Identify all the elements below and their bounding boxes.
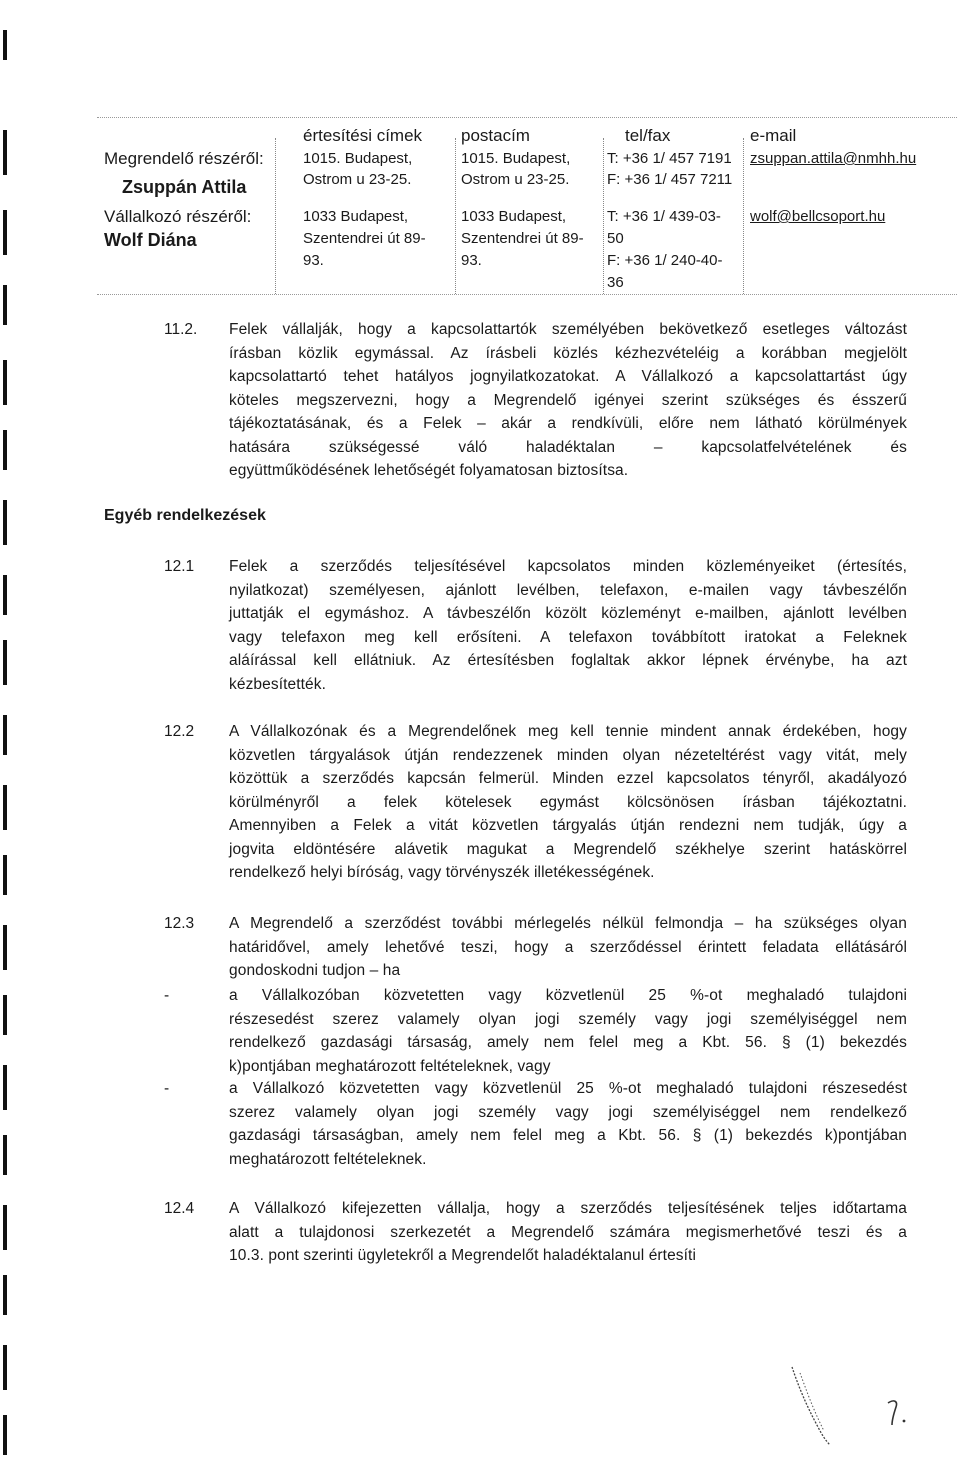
text-line: kézbesítették. xyxy=(229,675,327,693)
client-notify-line2: Ostrom u 23-25. xyxy=(303,171,412,188)
client-postal-line1: 1015. Budapest, xyxy=(461,150,571,167)
contractor-postal-line3: 93. xyxy=(461,252,482,269)
contractor-name: Wolf Diána xyxy=(104,230,197,250)
text-line: alatt a tulajdonosi szerkezetét a Megrendelő számára megismerhetővé teszi és a xyxy=(229,1223,907,1241)
text-line: körülményről a felek kötelesek egymást kölcsönösen írásban tájékoztatni. xyxy=(229,793,907,811)
client-postal-line2: Ostrom u 23-25. xyxy=(461,171,570,188)
text-line: gazdasági társaságban, amely nem felel meg a Kbt. 56. § (1) bekezdés k)pontjában xyxy=(229,1127,907,1144)
text-line: A Vállalkozó kifejezetten vállalja, hogy a szerződés teljesítésének teljes időtartama xyxy=(229,1200,907,1217)
section-11-2-text xyxy=(229,318,907,483)
section-number-12-2: 12.2 xyxy=(164,723,195,740)
text-line: juttatják el egymáshoz. A távbeszélőn közölt közleményt e-mailben, ajánlott levélben xyxy=(229,605,907,622)
text-line: közvetlen tárgyalások útján rendezzenek minden olyan nézeteltérést vagy vitát, mely xyxy=(229,746,907,764)
section-number-12-4: 12.4 xyxy=(164,1200,195,1217)
contractor-label: Vállalkozó részéről: xyxy=(104,207,252,226)
text-line: közöttük a szerződés kapcsán felmerül. Minden ezzel kapcsolatos tényről, akadályozó xyxy=(229,770,907,787)
section-heading: Egyéb rendelkezések xyxy=(104,507,266,524)
client-label: Megrendelő részéről: xyxy=(104,149,264,168)
client-notify-line1: 1015. Budapest, xyxy=(303,150,413,167)
bullet-marker: - xyxy=(164,987,170,1004)
text-line: határidővel, amely lehetővé teszi, hogy a szerződéssel érintett feladata ellátásáról xyxy=(229,938,907,956)
section-12-2-text xyxy=(229,720,907,885)
text-line: hatására szükségessé váló haladéktalan – kapcsolatfelvételének és xyxy=(229,438,907,456)
header-notify: értesítési címek xyxy=(303,126,423,145)
contractor-tel-line1: T: +36 1/ 439-03- xyxy=(607,208,721,225)
contractor-notify-line1: 1033 Budapest, xyxy=(303,208,409,225)
text-line: Felek a szerződés teljesítésével kapcsolatos minden közleményeiket (értesítés, xyxy=(229,558,907,575)
contractor-postal-line1: 1033 Budapest, xyxy=(461,208,567,225)
text-line: aláírással kell ellátniuk. Az értesítésben foglaltak akkor lépnek érvénybe, ha azt xyxy=(229,652,907,669)
text-line: rendelkező helyi bíróság, vagy törvényszék illetékességének. xyxy=(229,864,655,881)
text-line: jogvita eldöntésére alávetik magukat a Megrendelő székhelye szerint hatáskörrel xyxy=(229,840,907,858)
text-line: A Megrendelő a szerződést további mérlegelés nélkül felmondja – ha szükséges olyan xyxy=(229,915,907,932)
binding-marks xyxy=(0,0,14,1473)
contractor-email-link[interactable]: wolf@bellcsoport.hu xyxy=(750,208,886,225)
text-line: szerez valamely olyan jogi személy vagy jogi személyiséggel nem rendelkező xyxy=(229,1103,907,1121)
client-email-link[interactable]: zsuppan.attila@nmhh.hu xyxy=(750,150,917,167)
section-12-3-text xyxy=(229,912,907,983)
text-line: Amennyiben a Felek a vitát közvetlen tárgyalás útján rendezni nem tudják, úgy a xyxy=(229,817,907,834)
contractor-fax-line2: 36 xyxy=(607,274,624,291)
text-line: meghatározott feltételeknek. xyxy=(229,1150,427,1168)
contractor-tel-line2: 50 xyxy=(607,230,624,247)
client-tel: T: +36 1/ 457 7191 xyxy=(607,150,732,167)
section-number-12-3: 12.3 xyxy=(164,915,195,932)
client-fax: F: +36 1/ 457 7211 xyxy=(607,171,733,188)
text-line: részesedést szerez valamely olyan jogi személy vagy jogi személyiséggel nem xyxy=(229,1010,907,1028)
text-line: A Vállalkozónak és a Megrendelőnek meg kell tennie mindent annak érdekében, hogy xyxy=(229,723,907,740)
text-line: köteles megszervezni, hogy a Megrendelő igényei szerint szükséges és ésszerű xyxy=(229,391,907,409)
text-line: Felek vállalják, hogy a kapcsolattartók személyében bekövetkező esetleges változást xyxy=(229,321,907,338)
header-telfax: tel/fax xyxy=(625,126,671,145)
text-line: gondoskodni tudjon – ha xyxy=(229,962,401,979)
text-line: nyilatkozat) személyesen, ajánlott levélben, telefaxon, e-mailen vagy távbeszélőn xyxy=(229,581,907,599)
client-name: Zsuppán Attila xyxy=(122,177,247,197)
text-line: k)pontjában meghatározott feltételeknek, vagy xyxy=(229,1057,551,1075)
header-postal: postacím xyxy=(461,126,530,145)
text-line: írásban közlik egymással. Az írásbeli közlés kézhezvételéig a korábban megjelölt xyxy=(229,344,907,362)
section-12-3-bullet-2 xyxy=(229,1077,907,1171)
contractor-postal-line2: Szentendrei út 89- xyxy=(461,230,584,247)
contractor-fax-line1: F: +36 1/ 240-40- xyxy=(607,252,723,269)
text-line: 10.3. pont szerinti ügyletekről a Megrendelőt haladéktalanul értesíti xyxy=(229,1247,697,1264)
header-email: e-mail xyxy=(750,126,797,145)
section-12-4-text xyxy=(229,1197,907,1268)
section-12-1-text xyxy=(229,555,907,696)
contractor-notify-line3: 93. xyxy=(303,252,324,269)
contractor-notify-line2: Szentendrei út 89- xyxy=(303,230,426,247)
text-line: rendelkező gazdasági társaság, amely nem felel meg a Kbt. 56. § (1) bekezdés xyxy=(229,1034,907,1051)
section-number-12-1: 12.1 xyxy=(164,558,195,575)
initials-scribble xyxy=(780,1365,920,1455)
text-line: vagy telefaxon meg kell erősíteni. A telefaxon továbbított iratokat a Feleknek xyxy=(229,628,907,646)
text-line: tájékoztatásának, és a Felek – akár a rendkívüli, előre nem látható körülmények xyxy=(229,415,907,432)
text-line: a Vállalkozó közvetetten vagy közvetlenül 25 %-ot meghaladó tulajdoni részesedést xyxy=(229,1080,907,1097)
section-12-3-bullet-1 xyxy=(229,984,907,1078)
text-line: együttműködésének lehetőségét folyamatosan biztosítsa. xyxy=(229,462,629,479)
section-number-11-2: 11.2. xyxy=(164,321,198,338)
text-line: a Vállalkozóban közvetetten vagy közvetlenül 25 %-ot meghaladó tulajdoni xyxy=(229,987,907,1004)
bullet-marker: - xyxy=(164,1080,170,1097)
text-line: kapcsolattartó tehet hatályos jognyilatkozatokat. A Vállalkozó a kapcsolattartást úgy xyxy=(229,368,907,385)
